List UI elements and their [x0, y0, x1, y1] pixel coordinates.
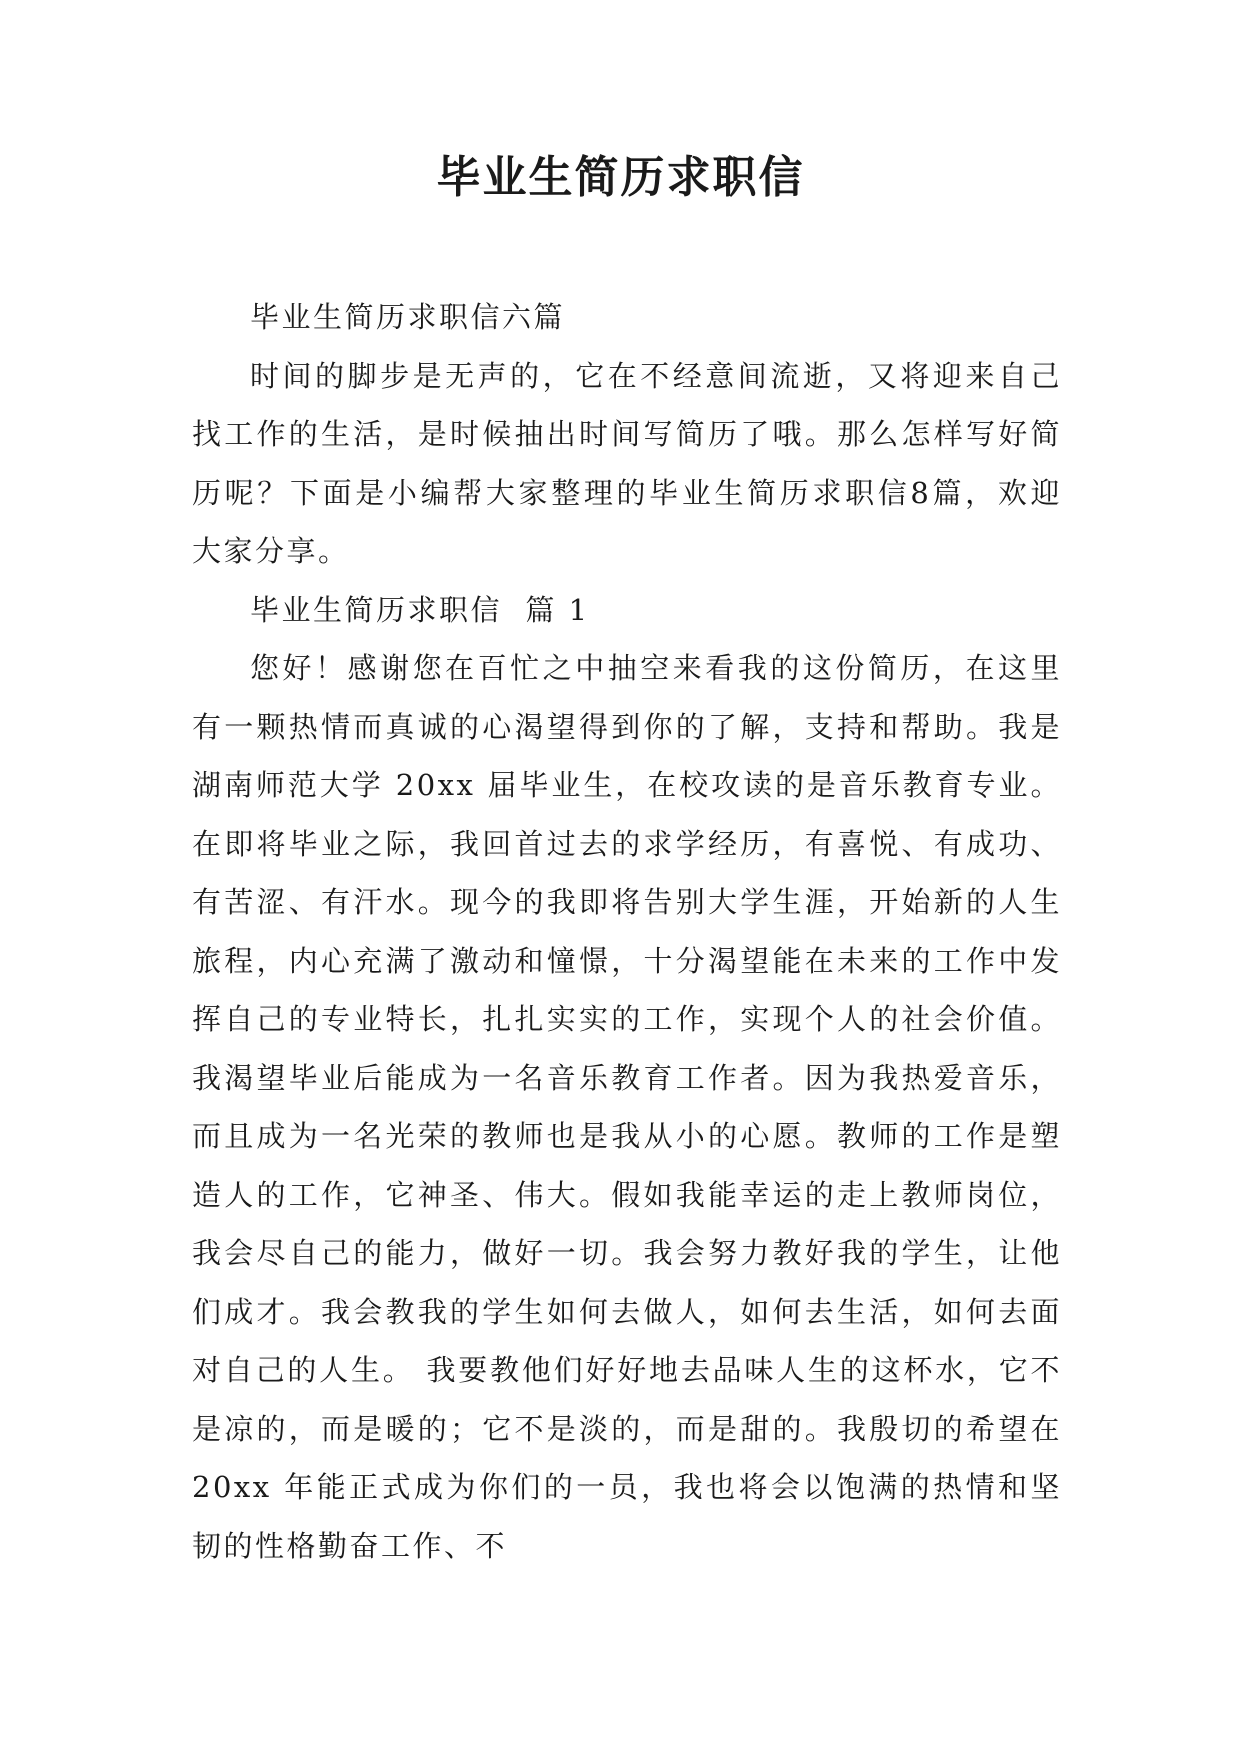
letter-paragraph: 您好！感谢您在百忙之中抽空来看我的这份简历，在这里有一颗热情而真诚的心渴望得到你的了解，支持和帮助。我是湖南师范大学 20xx 届毕业生，在校攻读的是音乐教育专业。在即将毕业之际，我回首过去的求学经历，有喜悦、有成功、有苦涩、有汗水。现今的我即将告别大学生涯，开始新的人生旅程，内心充满了激动和憧憬，十分渴望能在未来的工作中发挥自己的专业特长，扎扎实实的工作，实现个人的社会价值。我渴望毕业后能成为一名音乐教育工作者。因为我热爱音乐，而且成为一名光荣的教师也是我从小的心愿。教师的工作是塑造人的工作，它神圣、伟大。假如我能幸运的走上教师岗位，我会尽自己的能力，做好一切。我会努力教好我的学生，让他们成才。我会教我的学生如何去做人，如何去生活，如何去面对自己的人生。 我要教他们好好地去品味人生的这杯水，它不是凉的，而是暖的；它不是淡的，而是甜的。我殷切的希望在 20xx 年能正式成为你们的一员，我也将会以饱满的热情和坚韧的性格勤奋工作、不 [192, 651, 1062, 1563]
section-heading: 毕业生简历求职信 篇 1 [250, 592, 590, 627]
document-body [192, 288, 1062, 1575]
intro-paragraph: 时间的脚步是无声的，它在不经意间流逝，又将迎来自己找工作的生活，是时候抽出时间写简历了哦。那么怎样写好简历呢？下面是小编帮大家整理的毕业生简历求职信8篇，欢迎大家分享。 [192, 358, 1062, 568]
document-subtitle: 毕业生简历求职信六篇 [250, 300, 566, 334]
document-title: 毕业生简历求职信 [436, 152, 805, 203]
